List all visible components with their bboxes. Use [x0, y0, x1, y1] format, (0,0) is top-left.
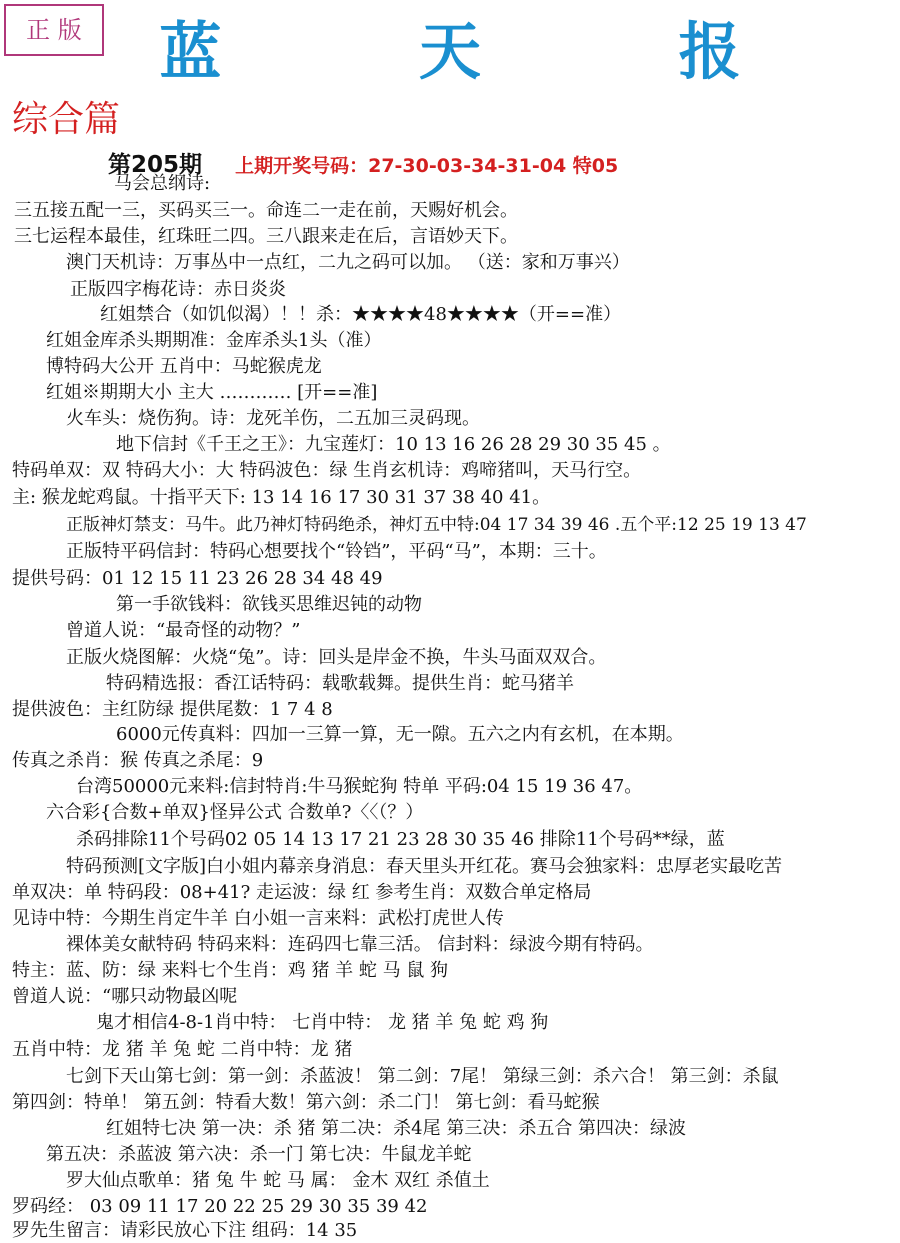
text-line: 特码精选报：香江话特码：载歌载舞。提供生肖：蛇马猪羊 — [106, 673, 574, 694]
text-line: 六合彩{合数+单双}怪异公式 合数单?〈〈（？） — [46, 802, 424, 823]
text-line: 罗大仙点歌单：猪 兔 牛 蛇 马 属： 金木 双红 杀值土 — [66, 1170, 490, 1191]
issue-header — [108, 146, 619, 178]
text-line: 三七运程本最佳，红珠旺二四。三八跟来走在后，言语妙天下。 — [14, 226, 518, 247]
text-line: 三五接五配一三，买码买三一。命连二一走在前，天赐好机会。 — [14, 200, 518, 221]
text-line: 特码单双：双 特码大小：大 特码波色：绿 生肖玄机诗：鸡啼猪叫，天马行空。 — [12, 460, 642, 481]
text-line: 五肖中特：龙 猪 羊 兔 蛇 二肖中特：龙 猪 — [12, 1039, 353, 1060]
text-line: 传真之杀肖：猴 传真之杀尾：9 — [12, 750, 264, 771]
text-line: 红姐特七决 第一决：杀 猪 第二决：杀4尾 第三决：杀五合 第四决：绿波 — [106, 1118, 687, 1139]
text-line: 台湾50000元来料:信封特肖:牛马猴蛇狗 特单 平码:04 15 19 36 47。 — [76, 776, 643, 797]
text-line: 特主：蓝、防：绿 来料七个生肖：鸡 猪 羊 蛇 马 鼠 狗 — [12, 960, 449, 981]
last-draw-numbers: 上期开奖号码：27-30-03-34-31-04 特05 — [235, 155, 619, 177]
section-heading: 综合篇 — [12, 99, 121, 140]
text-line: 罗先生留言：请彩民放心下注 组码：14 35 — [12, 1220, 358, 1241]
newspaper-title: 蓝 天 报 — [159, 15, 829, 88]
text-line: 澳门天机诗：万事丛中一点红，二九之码可以加。 （送：家和万事兴） — [66, 252, 630, 273]
text-line: 正版火烧图解：火烧“兔”。诗：回头是岸金不换，牛头马面双双合。 — [66, 647, 607, 668]
text-line: 单双决：单 特码段：08+41? 走运波：绿 红 参考生肖：双数合单定格局 — [12, 882, 592, 903]
text-line: 主: 猴龙蛇鸡鼠。十指平天下: 13 14 16 17 30 31 37 38 40 41。 — [12, 487, 551, 508]
text-line: 红姐禁合（如饥似渴）！！杀：★★★★48★★★★（开==准） — [100, 304, 622, 325]
text-line: 提供号码：01 12 15 11 23 26 28 34 48 49 — [12, 568, 383, 589]
issue-number: 第205期 — [108, 152, 203, 178]
text-line: 地下信封《千王之王》：九宝莲灯：10 13 16 26 28 29 30 35 45 。 — [116, 434, 671, 455]
text-line: 博特码大公开 五肖中：马蛇猴虎龙 — [46, 356, 322, 377]
text-line: 火车头：烧伤狗。诗：龙死羊伤，二五加三灵码现。 — [66, 408, 480, 429]
text-line: 杀码排除11个号码02 05 14 13 17 21 23 28 30 35 46 排除11个号码**绿，蓝 — [76, 829, 725, 850]
text-line: 第一手欲钱料：欲钱买思维迟钝的动物 — [116, 594, 422, 615]
text-line: 七剑下天山第七剑：第一剑：杀蓝波！ 第二剑：7尾！ 第绿三剑：杀六合！ 第三剑：杀鼠 — [66, 1066, 779, 1087]
text-line: 裸体美女献特码 特码来料：连码四七靠三活。 信封料：绿波今期有特码。 — [66, 934, 654, 955]
text-line: 正版神灯禁支：马牛。此乃神灯特码绝杀，神灯五中特:04 17 34 39 46 .五个平:12 25 19 13 47 — [66, 515, 807, 535]
text-line: 见诗中特：今期生肖定牛羊 白小姐一言来料：武松打虎世人传 — [12, 908, 504, 929]
text-line: 6000元传真料：四加一三算一算，无一隙。五六之内有玄机，在本期。 — [116, 724, 684, 745]
text-line: 第四剑：特单！ 第五剑：特看大数！第六剑：杀二门！ 第七剑：看马蛇猴 — [12, 1092, 600, 1113]
authentic-stamp: 正 版 — [4, 4, 104, 56]
text-line: 罗码经： 03 09 11 17 20 22 25 29 30 35 39 42 — [12, 1196, 428, 1217]
text-line: 曾道人说：“最奇怪的动物？” — [66, 620, 301, 641]
text-line: 第五决：杀蓝波 第六决：杀一门 第七决：牛鼠龙羊蛇 — [46, 1144, 472, 1165]
text-line: 鬼才相信4-8-1肖中特： 七肖中特： 龙 猪 羊 兔 蛇 鸡 狗 — [96, 1012, 549, 1033]
text-line: 提供波色：主红防绿 提供尾数：1 7 4 8 — [12, 699, 333, 720]
text-line: 正版四字梅花诗：赤日炎炎 — [70, 279, 286, 300]
text-line: 红姐※期期大小 主大 ………… [开==准] — [46, 382, 378, 403]
text-line: 红姐金库杀头期期准：金库杀头1头（准） — [46, 330, 382, 351]
text-line: 马会总纲诗: — [114, 173, 211, 194]
text-line: 正版特平码信封：特码心想要找个“铃铛”，平码“马”，本期：三十。 — [66, 541, 607, 562]
text-line: 特码预测[文字版]白小姐内幕亲身消息：春天里头开红花。赛马会独家料：忠厚老实最吃苦 — [66, 856, 783, 877]
text-line: 曾道人说：“哪只动物最凶呢 — [12, 986, 238, 1007]
